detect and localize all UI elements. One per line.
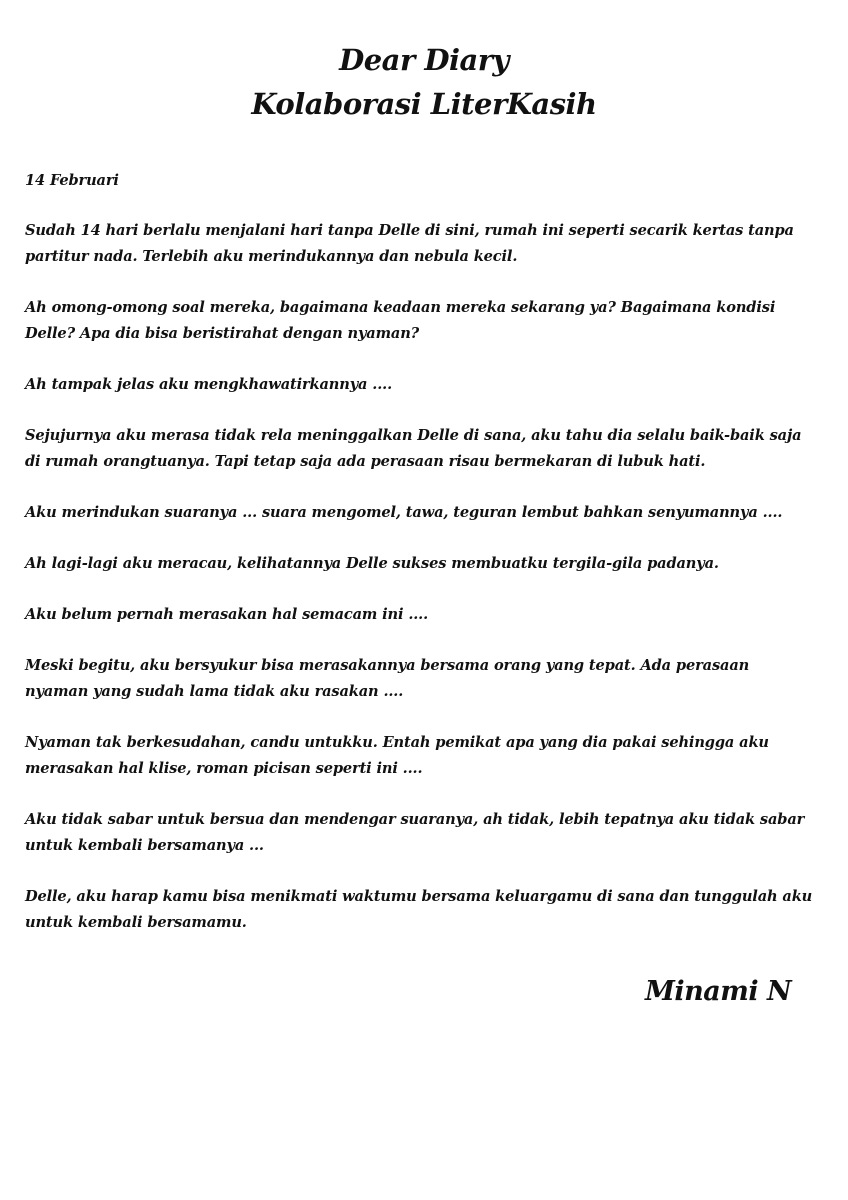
page-title: Dear Diary bbox=[339, 43, 509, 77]
entry-paragraph: Aku tidak sabar untuk bersua dan mendengar suaranya, ah tidak, lebih tepatnya aku tidak sabar untuk kembali bersamanya ... bbox=[25, 811, 805, 854]
diary-entry bbox=[25, 168, 815, 961]
entry-paragraph: Aku merindukan suaranya ... suara mengomel, tawa, teguran lembut bahkan senyumannya .... bbox=[25, 504, 783, 521]
entry-paragraph: Ah lagi-lagi aku meracau, kelihatannya Delle sukses membuatku tergila-gila padanya. bbox=[25, 555, 719, 572]
entry-paragraph: Aku belum pernah merasakan hal semacam ini .... bbox=[25, 606, 429, 623]
page-subtitle: Kolaborasi LiterKasih bbox=[251, 87, 597, 121]
entry-paragraph: Nyaman tak berkesudahan, candu untukku. Entah pemikat apa yang dia pakai sehingga aku merasakan hal klise, roman picisan seperti ini .... bbox=[25, 734, 769, 777]
entry-paragraph: Delle, aku harap kamu bisa menikmati waktumu bersama keluargamu di sana dan tunggulah aku untuk kembali bersamamu. bbox=[25, 888, 813, 931]
entry-paragraph: Meski begitu, aku bersyukur bisa merasakannya bersama orang yang tepat. Ada perasaan nyaman yang sudah lama tidak aku rasakan .... bbox=[25, 657, 750, 700]
entry-paragraph: Ah tampak jelas aku mengkhawatirkannya .... bbox=[25, 376, 393, 393]
entry-paragraph: Sejujurnya aku merasa tidak rela meninggalkan Delle di sana, aku tahu dia selalu baik-baik saja di rumah orangtuanya. Tapi tetap saja ada perasaan risau bermekaran di lubuk hati. bbox=[25, 427, 802, 470]
entry-date: 14 Februari bbox=[25, 172, 119, 189]
page-header bbox=[0, 38, 848, 126]
entry-paragraph: Sudah 14 hari berlalu menjalani hari tanpa Delle di sini, rumah ini seperti secarik kertas tanpa partitur nada. Terlebih aku merindukannya dan nebula kecil. bbox=[25, 222, 794, 265]
entry-paragraph: Ah omong-omong soal mereka, bagaimana keadaan mereka sekarang ya? Bagaimana kondisi Delle? Apa dia bisa beristirahat dengan nyaman? bbox=[25, 299, 776, 342]
author-signature: Minami N bbox=[645, 976, 792, 1007]
